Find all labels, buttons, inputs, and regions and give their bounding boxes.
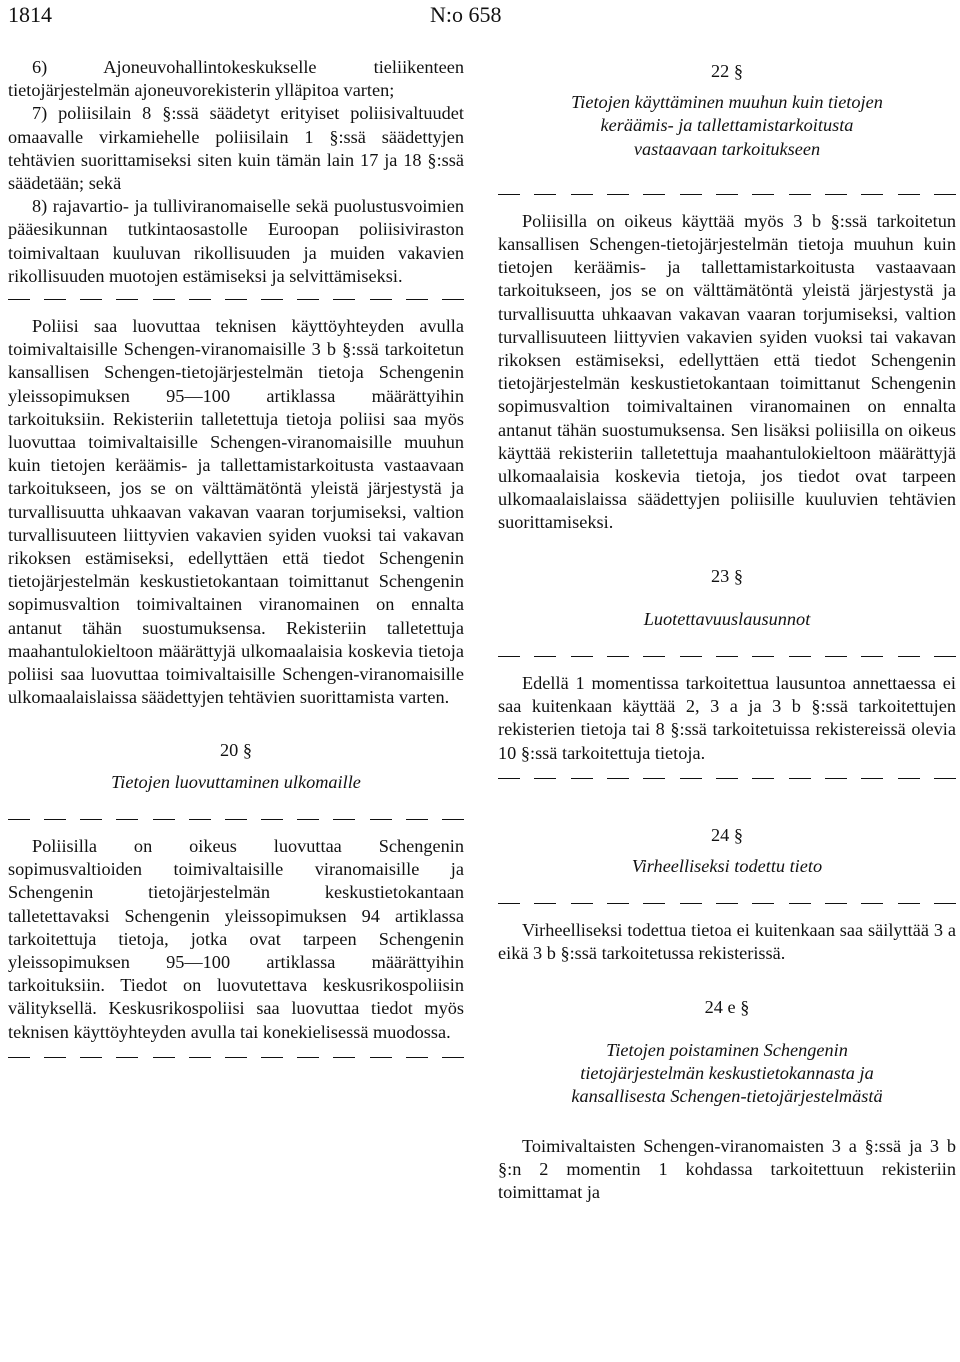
section-title: Virheelliseksi todettu tieto: [631, 856, 823, 877]
paragraph: Toimivaltaisten Schengen-viranomaisten 3 a §:ssä ja 3 b §:n 2 momentin 1 kohdassa tarkoitettuun rekisteriin toimittamat ja: [498, 1135, 956, 1202]
right-column: [498, 56, 956, 1204]
section-number: 23 §: [711, 565, 743, 586]
left-column: [8, 56, 464, 1073]
omission-dashes: [8, 808, 464, 831]
paragraph: Poliisilla on oikeus käyttää myös 3 b §:ssä tarkoitetun kansallisen Schengen-tietojärjestelmän tietoja muuhun kuin tietojen keräämis- ja tallettamistarkoitusta vastaavaan tarkoitukseen, jos se on välttämätöntä yleistä järjestystä ja turvallisuutta uhkaavan vakavan vaaran torjumiseksi, valtion turvallisuuteen liittyvien vakavien syiden vuoksi tai vakavan rikoksen estämiseksi, edellyttäen että tiedot Schengenin tietojärjestelmän keskustietokantaan toimittanut Schengenin sopimusvaltion toimivaltainen viranomainen on ennalta antanut tähän suostumuksensa. Sen lisäksi poliisilla on oikeus käyttää rekisteriin talletettuja maahantulokieltoon määrättyjä ulkomaalaisia koskevia tietoja, jos tiedot ovat tarpeen ulkomaalaislaissa säädettyjen poliisille kuuluvien tehtävien suorittamiseksi.: [498, 210, 956, 533]
paragraph: Poliisi saa luovuttaa teknisen käyttöyhteyden avulla toimivaltaisille Schengen-viranomaisille 3 b §:ssä tarkoitetun kansallisen Schengen-tietojärjestelmän tietoja Schengenin yleissopimuksen 95—100 artiklassa määrättyihin tarkoituksiin. Rekisteriin talletettuja tietoja poliisi saa myös luovuttaa toimivaltaisille Schengen-viranomaisille muuhun kuin tietojen keräämis- ja tallettamistarkoitusta vastaavaan tarkoitukseen, jos se on välttämätöntä yleistä järjestystä ja turvallisuutta uhkaavan vakavan vaaran torjumiseksi, valtion turvallisuuteen liittyvien vakavien syiden vuoksi tai vakavan rikoksen estämiseksi, edellyttäen että tiedot Schengenin tietojärjestelmän keskustietokantaan toimittanut Schengenin sopimusvaltion toimivaltainen viranomainen on ennalta antanut tähän suostumuksensa. Rekisteriin talletettuja maahantulokieltoon määrättyjä ulkomaalaisia koskevia tietoja poliisi saa luovuttaa toimivaltaisille Schengen-viranomaisille ulkomaalaislaissa säädettyjen tehtävien suorittamista varten.: [8, 316, 464, 708]
section-title-line: tietojärjestelmän keskustietokannasta ja: [580, 1063, 874, 1084]
issue-number: N:o 658: [430, 2, 502, 27]
section-number: 22 §: [711, 61, 743, 81]
section-number: 24 e §: [704, 996, 750, 1017]
omission-dashes: [8, 288, 464, 311]
paragraph: 8) rajavartio- ja tulliviranomaiselle sekä puolustusvoimien pääesikunnan tutkintaosastolle Euroopan poliisiviraston toimivaltaan kuuluvan rikollisuuden ja muiden vakavien rikollisuuden muotojen estämiseksi ja selvittämiseksi.: [8, 196, 464, 286]
page-header: [0, 0, 960, 30]
section-title: Tietojen luovuttaminen ulkomaille: [111, 771, 361, 792]
paragraph: 7) poliisilain 8 §:ssä säädetyt erityiset poliisivaltuudet omaavalle virkamiehelle poliisilain 1 §:ssä säädettyjen tehtävien suorittamiseksi siten kuin tämän lain 17 ja 18 §:ssä säädetään; sekä: [8, 103, 464, 194]
section-title-line: keräämis- ja tallettamistarkoitusta: [600, 115, 854, 136]
page-number: 1814: [8, 2, 52, 27]
section-title: Luotettavuuslausunnot: [643, 608, 811, 629]
paragraph: Poliisilla on oikeus luovuttaa Schengenin sopimusvaltioiden toimivaltaisille viranomaisille ja Schengenin tietojärjestelmän keskustietokantaan talletettavaksi Schengenin yleissopimuksen 94 artiklassa tarkoitettuja tietoja, jotka ovat tarpeen Schengenin yleissopimuksen 95—100 artiklassa määrättyihin tarkoituksiin. Tiedot on luovutettava keskusrikospoliisin välityksellä. Keskusrikospoliisi saa luovuttaa tiedot myös teknisen käyttöyhteyden avulla tai konekielisessä muodossa.: [8, 835, 464, 1042]
omission-dashes: [498, 645, 956, 668]
section-title-line: kansallisesta Schengen-tietojärjestelmästä: [571, 1086, 883, 1107]
section-title-line: vastaavaan tarkoitukseen: [633, 138, 821, 159]
omission-dashes: [498, 767, 956, 790]
omission-dashes: [8, 1046, 464, 1069]
paragraph: Virheelliseksi todettua tietoa ei kuitenkaan saa säilyttää 3 a eikä 3 b §:ssä tarkoitetussa rekisterissä.: [498, 920, 956, 964]
section-number: 24 §: [711, 824, 743, 845]
omission-dashes: [498, 892, 956, 915]
section-title-line: Tietojen poistaminen Schengenin: [606, 1039, 848, 1060]
paragraph: 6) Ajoneuvohallintokeskukselle tieliikenteen tietojärjestelmän ajoneuvorekisterin ylläpitoa varten;: [8, 57, 464, 101]
section-title-line: Tietojen käyttäminen muuhun kuin tietojen: [571, 92, 883, 113]
omission-dashes: [498, 183, 956, 206]
section-number: 20 §: [220, 740, 252, 761]
paragraph: Edellä 1 momentissa tarkoitettua lausuntoa annettaessa ei saa kuitenkaan käyttää 2, 3 a ja 3 b §:ssä tarkoitettujen rekisterien tietoja tai 8 §:ssä tarkoitetuissa rekistereissä olevia 10 §:ssä tarkoitettuja tietoja.: [498, 673, 956, 763]
